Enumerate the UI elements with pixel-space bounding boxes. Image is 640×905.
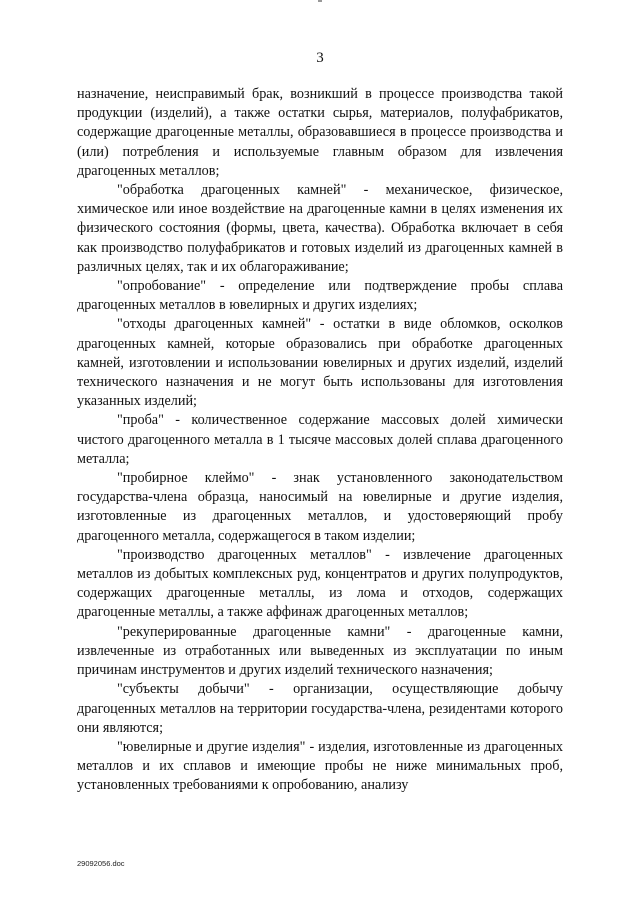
definition-paragraph: "обработка драгоценных камней" - механическое, физическое, химическое или иное воздействие на драгоценные камни в целях изменения их физического состояния (формы, цвета, качества). Обработка включает в себя как производство полуфабрикатов и готовых изделий из драгоценных камней в различных целях, так и их облагораживание;	[77, 182, 563, 275]
definition-paragraph: "производство драгоценных металлов" - извлечение драгоценных металлов из добытых комплексных руд, концентратов и других полупродуктов, содержащих драгоценные металлы, из лома и отходов, содержащих драгоценные металлы, а также аффинаж драгоценных металлов;	[77, 546, 563, 621]
paragraph-continuation: назначение, неисправимый брак, возникший в процессе производства такой продукции (изделий), а также остатки сырья, материалов, полуфабрикатов, содержащие драгоценные металлы, образовавшиеся в процессе производства и (или) потребления и используемые главным образом для извлечения драгоценных металлов;	[77, 86, 563, 179]
definition-paragraph: "опробование" - определение или подтверждение пробы сплава драгоценных металлов в ювелирных и других изделиях;	[77, 278, 563, 314]
page-number: 3	[316, 50, 324, 66]
definition-paragraph: "рекуперированные драгоценные камни" - драгоценные камни, извлеченные из отработанных или выведенных из эксплуатации по иным причинам инструментов и других изделий технического назначения;	[77, 623, 563, 679]
definition-paragraph: "отходы драгоценных камней" - остатки в виде обломков, осколков драгоценных камней, которые образовались при обработке драгоценных камней, изготовлении и использовании ювелирных и других изделий, изделий технического назначения и не могут быть использованы для изготовления указанных изделий;	[77, 316, 563, 410]
footer-file-code: 29092056.doc	[77, 859, 125, 868]
definition-paragraph: "пробирное клеймо" - знак установленного законодательством государства-члена образца, наносимый на ювелирные и другие изделия, изготовленные из драгоценных металлов, и удостоверяющий пробу драгоценного металла, содержащегося в таком изделии;	[77, 470, 563, 544]
scan-mark	[318, 0, 322, 2]
definition-paragraph: "субъекты добычи" - организации, осуществляющие добычу драгоценных металлов на территории государства-члена, резидентами которого они являются;	[77, 681, 563, 736]
definition-paragraph: "проба" - количественное содержание массовых долей химически чистого драгоценного металла в 1 тысяче массовых долей сплава драгоценного металла;	[77, 412, 563, 467]
definition-paragraph: "ювелирные и другие изделия" - изделия, изготовленные из драгоценных металлов и их сплавов и имеющие пробы не ниже минимальных проб, установленных требованиями к опробованию, анализу	[77, 738, 563, 794]
document-body	[77, 85, 563, 796]
